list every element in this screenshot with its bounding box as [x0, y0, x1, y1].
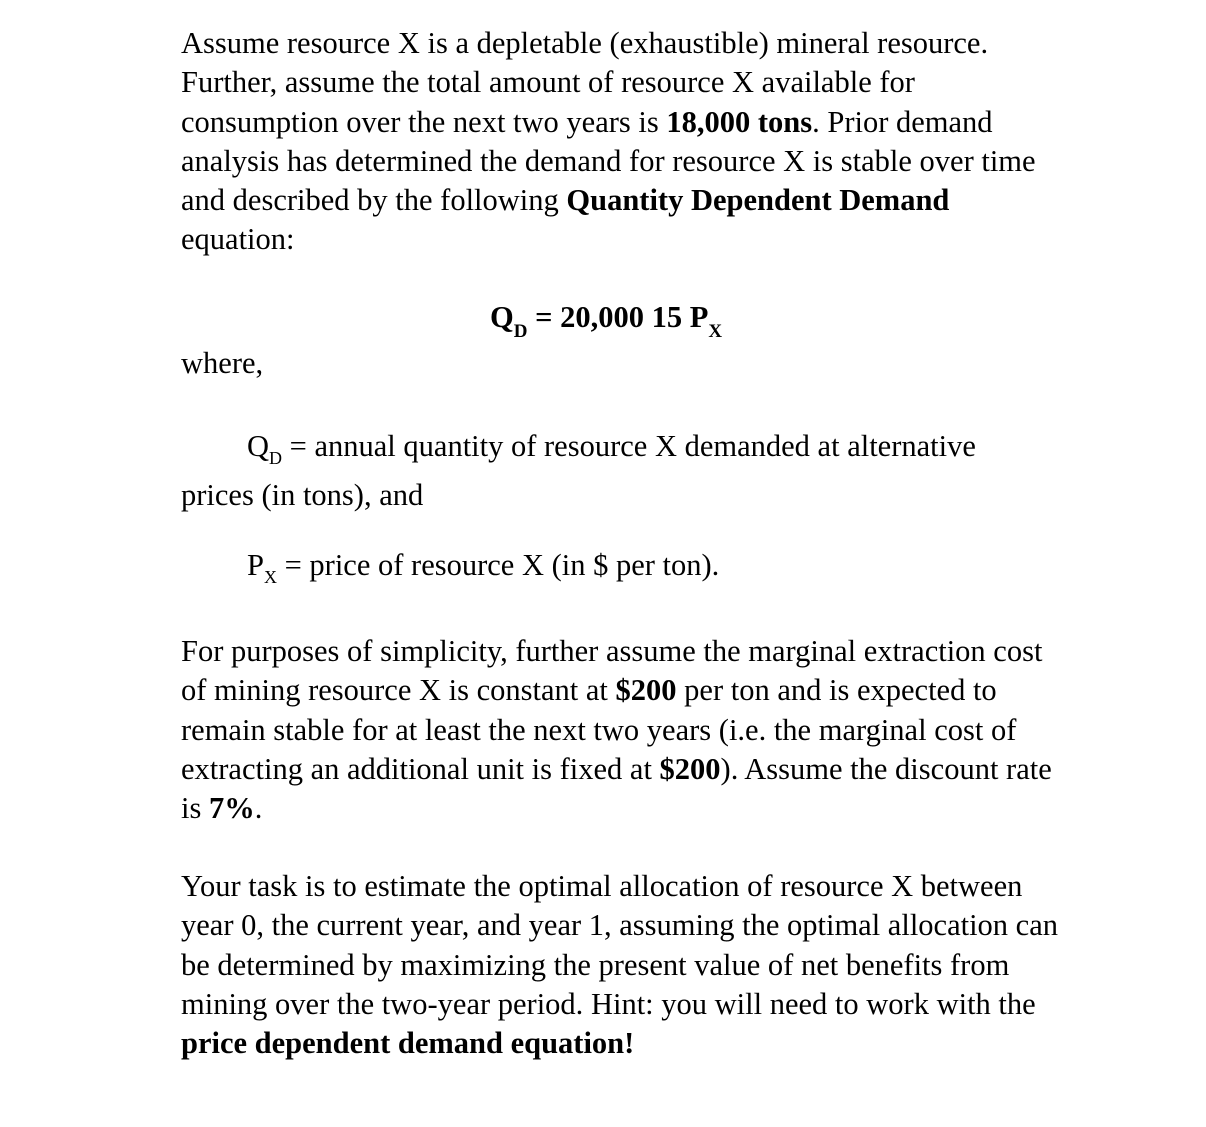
cost-paragraph — [181, 632, 1061, 828]
task-text: Your task is to estimate the optimal allocation of resource X between year 0, the current year, and year 1, assuming the optimal allocation can be determined by maximizing the present value of net benefits from mining over the two-year period. — [181, 869, 1059, 1021]
where-label: where, — [181, 346, 264, 380]
eq-lhs: Q — [490, 300, 514, 334]
qd-sub: D — [269, 448, 283, 468]
qd-symbol: Q — [247, 429, 270, 463]
px-sub: X — [263, 567, 277, 587]
marginal-cost-2: $200 — [659, 751, 721, 786]
intro-text-2: . Prior demand analysis has determined the demand for resource X is stable over time and described by the following — [181, 104, 1036, 218]
discount-rate: 7% — [208, 791, 255, 826]
cost-text-4: . — [254, 791, 263, 826]
px-definition — [247, 548, 720, 587]
px-symbol: P — [247, 548, 264, 582]
px-text: = price of resource X (in $ per ton). — [276, 548, 720, 582]
hint-text: Hint: you will need to work with the — [583, 986, 1036, 1021]
total-amount: 18,000 tons — [666, 104, 813, 139]
demand-type: Quantity Dependent Demand — [566, 183, 950, 218]
hint-emphasis: price dependent demand equation! — [181, 1026, 635, 1061]
qd-definition — [181, 424, 1081, 518]
marginal-cost: $200 — [615, 673, 677, 708]
eq-rhs-sub: X — [708, 321, 723, 342]
demand-equation — [490, 300, 723, 342]
intro-paragraph — [181, 24, 1061, 260]
qd-text: = annual quantity of resource X demanded at alternative — [282, 429, 976, 463]
eq-rhs: = 20,000 15 P — [527, 300, 709, 334]
cost-text-2: per ton and is expected to remain stable for at least the next two years (i.e. the marginal cost of extracting an additional unit is fixed at — [181, 673, 1017, 786]
intro-text-3: equation: — [181, 222, 295, 257]
cost-text-1: For purposes of simplicity, further assume the marginal extraction cost of mining resource X is constant at — [181, 634, 1043, 708]
task-paragraph — [181, 867, 1061, 1063]
qd-text-2: prices (in tons), and — [181, 478, 424, 512]
intro-text-1: Assume resource X is a depletable (exhaustible) mineral resource. Further, assume the total amount of resource X available for consumption over the next two years is — [181, 26, 989, 139]
eq-lhs-sub: D — [513, 321, 528, 342]
cost-text-3: ). Assume the discount rate is — [181, 751, 1052, 826]
